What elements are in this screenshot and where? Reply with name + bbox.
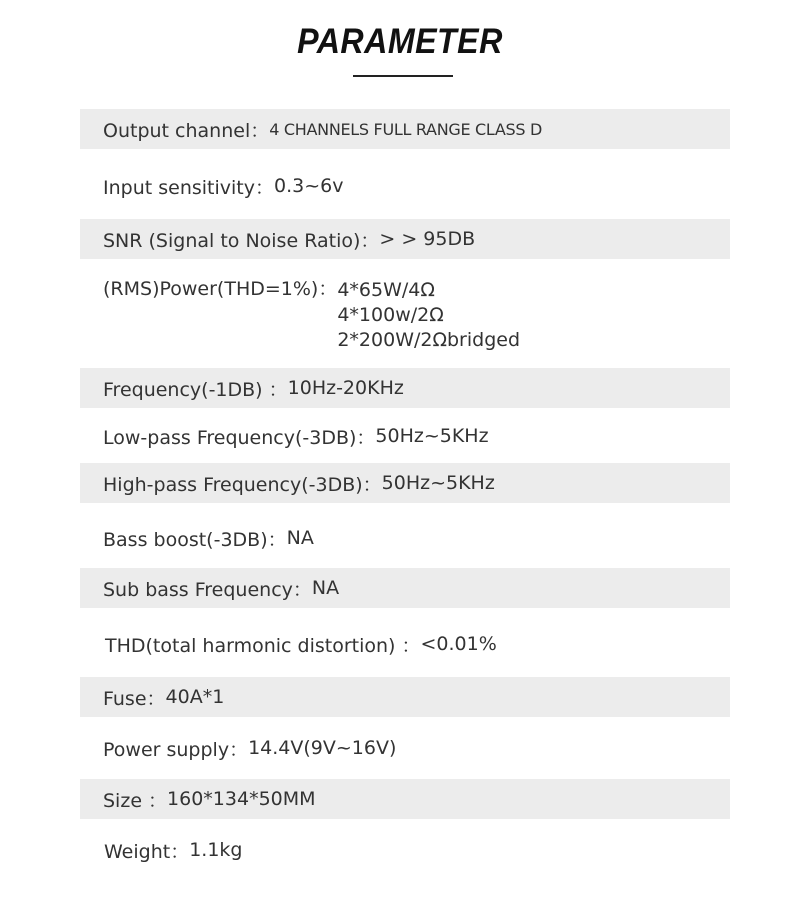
param-label: Output channel： (103, 119, 270, 142)
param-value: 1.1kg (189, 839, 243, 861)
param-label: Fuse： (103, 687, 166, 710)
param-label: Frequency(-1DB) ： (103, 378, 288, 401)
param-value: 14.4V(9V~16V) (248, 737, 397, 759)
param-label: THD(total harmonic distortion) ： (105, 634, 421, 657)
param-row-input-sensitivity (80, 166, 730, 206)
page-title: PARAMETER (297, 22, 503, 61)
param-row-size (80, 779, 730, 819)
param-label: (RMS)Power(THD=1%)： (103, 278, 338, 300)
param-value: NA (286, 527, 314, 549)
param-row-bass-boost (80, 518, 730, 558)
param-row-sub-bass (80, 568, 730, 608)
param-row-low-pass (80, 416, 730, 456)
param-value: 0.3~6v (274, 175, 344, 197)
param-label: Low-pass Frequency(-3DB)： (103, 426, 376, 449)
param-label: Weight： (104, 840, 190, 863)
param-value: 50Hz~5KHz (375, 425, 489, 447)
param-label: Input sensitivity： (103, 176, 274, 199)
param-value: 2*200W/2Ωbridged (337, 329, 521, 351)
title-underline (353, 75, 453, 77)
param-value: <0.01% (420, 633, 497, 655)
param-row-frequency (80, 368, 730, 408)
param-value: 4*100w/2Ω (337, 304, 444, 326)
param-label: Size ： (103, 789, 168, 812)
param-row-weight (80, 830, 730, 870)
param-label: Bass boost(-3DB)： (103, 528, 287, 551)
param-row-thd (80, 624, 730, 664)
param-row-output-channel (80, 109, 730, 149)
param-row-power-supply (80, 728, 730, 768)
param-label: High-pass Frequency(-3DB)： (103, 473, 382, 496)
param-value: NA (311, 577, 340, 599)
param-value: 10Hz-20KHz (287, 377, 404, 399)
param-value: 50Hz~5KHz (381, 472, 495, 494)
param-row-rms-power (80, 262, 730, 358)
param-value-list (337, 274, 520, 353)
param-value: 4 CHANNELS FULL RANGE CLASS D (269, 119, 543, 139)
param-row-high-pass (80, 463, 730, 503)
param-row-snr (80, 219, 730, 259)
param-value: 40A*1 (165, 686, 225, 708)
param-value: 160*134*50MM (167, 788, 316, 810)
param-value: > > 95DB (379, 228, 476, 250)
param-row-fuse (80, 677, 730, 717)
param-label: Power supply： (103, 738, 249, 761)
param-value: 4*65W/4Ω (337, 279, 435, 301)
param-label: Sub bass Frequency： (103, 578, 312, 601)
param-label: SNR (Signal to Noise Ratio)： (103, 229, 380, 252)
